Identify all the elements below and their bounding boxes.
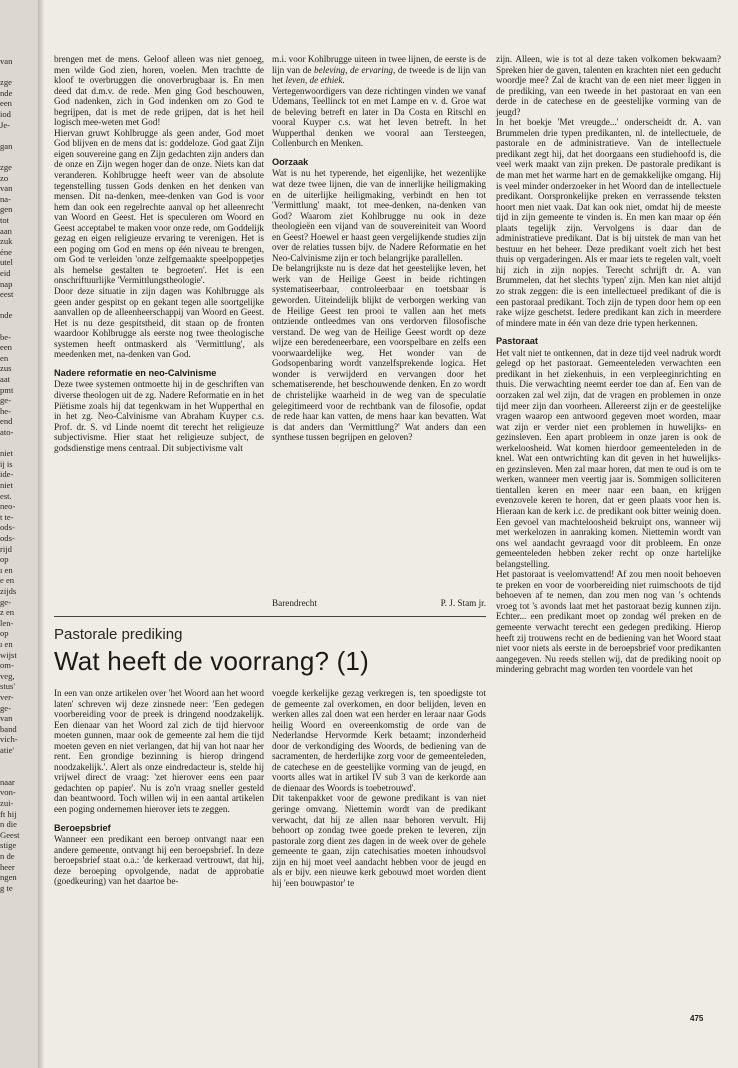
gutter-fragment: nde <box>0 87 13 98</box>
paragraph: In een van onze artikelen over 'het Woord aan het woord laten' schreven wij deze zinsnede neer: 'Een gedegen voorbereiding voor de preek is dringend noodzakelijk. Een dienaar van het Woord zal zich de tijd hiervoor moeten gunnen, maar ook de gemeente zal hem die tijd moeten geven en niet verlangen, dat hij van hot naar her rent. Een grondige bezinning is hierop dringend noodzakelijk.'. Alert als onze eindredacteur is, stelde hij vrijwel direct de vraag: 'zet hierover eens een paar gedachten op papier'. Nu is zo'n vraag sneller gesteld dan beantwoord. Toch willen wij in een aantal artikelen een poging ondernemen hierover iets te zeggen. <box>54 688 264 815</box>
paragraph: Het pastoraat is veelomvattend! Af zou men nooit behoeven te preken en voor de voorbereiding niet ruimschoots de tijd behoeven af te nemen, dan zou men nog van 's ochtends vroeg tot 's avonds laat met het pastoraat bezig kunnen zijn. Echter... een predikant moet op zondag wél preken en de gemeente verwacht terecht een gedegen prediking. Hierop heeft zij trouwens recht en de bediening van het Woord staat niet voor niets als eerste in de beroepsbrief voor predikanten aangegeven. Nu reeds stellen wij, dat de prediking nooit op mindering gebracht mag worden ten voordele van het <box>496 569 721 675</box>
signature-author: P. J. Stam jr. <box>440 598 486 608</box>
gutter-fragment: ods- <box>0 522 15 533</box>
emphasis: beleving, de ervaring <box>314 64 393 75</box>
text-run: . <box>342 75 345 86</box>
gutter-fragment: gan <box>0 140 13 151</box>
article2-column-3 <box>496 54 721 675</box>
paragraph: Deze twee systemen ontmoette hij in de geschriften van diverse theologen uit de zg. Nadere Reformatie en in het Piëtisme zoals hij dat tegenkwam in het Wupperthal en in het zg. Neo-Calvinisme van Abraham Kuyper c.s. Prof. dr. S. vd Linde noemt dit terecht het religieuze subjectivisme. Hier staat het religieuze subject, de godsdienstige mens centraal. Dit subjectivisme valt <box>54 379 264 453</box>
paragraph: Het valt niet te ontkennen, dat in deze tijd veel nadruk wordt gelegd op het pastoraat. Gemeenteleden verwachten een predikant in het ziekenhuis, in een verpleeginrichting en thuis. Die verwachting neemt eerder toe dan af. Een van de oorzaken zal wel zijn, dat de vragen en problemen in onze tijd meer zijn dan voorheen. Allereerst zijn er de geestelijke vragen waarop een antwoord gegeven moet worden, maar wat zijn er verder niet een problemen in huwelijks- en gezinsleven. Een apart probleem in onze jaren is ook de werkeloosheid. Wat komen hierdoor gemeenteleden in de knel. Wat een ontwrichting kan dit geven in het huwelijks- en gezinsleven. Men zal maar horen, dat men te oud is om te werken, wanneer men veertig jaar is. Sommigen solliciteren tientallen keren en meer naar een baan, en krijgen evenzovele keren te horen, dat er geen plaats voor hen is. Hieraan kan de kerk i.c. de predikant ook bitter weinig doen. Een gevoel van machteloosheid bekruipt ons, wanneer wij met werkelozen in aanraking komen. Niettemin wordt van ons wel aandacht gevraagd voor dit probleem. En onze gemeenteleden hebben zeker recht op onze hartelijke belangstelling. <box>496 347 721 569</box>
gutter-fragment: zuk <box>0 236 13 247</box>
paragraph: Wat is nu het typerende, het eigenlijke, het wezenlijke wat deze twee lijnen, die van de innerlijke heiligmaking en de uiterlijke heiligmaking, verbindt en hen tot 'Vermittlung' maakt, tot mee-denken, na-denken van God? Waarom ziet Kohlbrugge nu ook in deze theologieën een vijand van de souvereiniteit van Woord en Geest? Hoewel er haast geen vergelijkende studies zijn over de relaties tussen bijv. de Nadere Reformatie en het Neo-Calvinisme zijn er toch belangrijke parallellen. <box>272 168 486 263</box>
gutter-fragment: ı en <box>0 564 13 575</box>
gutter-fragment: naar <box>0 776 15 787</box>
gutter-fragment: zge <box>0 162 12 172</box>
paragraph: Wanneer een predikant een beroep ontvangt naar een andere gemeente, ontvangt hij een beroepsbrief. In deze beroepsbrief staat o.a.: 'de kerkeraad vertrouwt, dat hij, deze beroeping opvolgende, nadat de approbatie (goedkeuring) van het daartoe be- <box>54 834 264 887</box>
gutter-fragment: niet <box>0 480 13 490</box>
gutter-fragment: n die <box>0 819 17 830</box>
gutter-fragment: ver- <box>0 692 14 702</box>
magazine-page <box>44 0 738 1068</box>
gutter-fragment: z en <box>0 607 15 618</box>
gutter-fragment: van <box>0 713 13 724</box>
text-run: m.i. voor Kohlbrugge uiteen in twee lijnen, de eerste is de lijn van de <box>272 54 486 75</box>
section-divider <box>54 616 486 617</box>
gutter-fragment: wijst <box>0 649 17 660</box>
gutter-fragment: nde <box>0 310 13 321</box>
gutter-fragment: nap <box>0 278 13 289</box>
gutter-fragment: ij is <box>0 458 13 469</box>
text-run: , de tweede is de lijn van het <box>272 64 486 86</box>
gutter-fragment: atie' <box>0 745 14 755</box>
gutter-fragment: stus' <box>0 681 15 692</box>
gutter-fragment: Je- <box>0 119 11 130</box>
gutter-fragment: end <box>0 416 13 427</box>
gutter-fragment: est. <box>0 490 12 501</box>
gutter-fragment: zui- <box>0 798 14 808</box>
paragraph: Hiervan gruwt Kohlbrugge als geen ander, God moet God blijven en de mens dat is: goddeloze. God gaat Zijn eigen souvereine gang en Zijn gedachten zijn anders dan de onze en Zijn wegen hoger dan de onze. Niets kan dat veranderen. Kohlbrugge heeft weer van de absolute tegenstelling tussen Gods denken en het denken van mensen. Dit na-denken, mee-denken van God is voor hem dan ook een regelrechte aanval op het alleenrecht van Woord en Geest. Het is speculeren om Woord en Geest acceptabel te maken voor onze rede, om Goddelijk gezag en eigen religieuze ervaring te verenigen. Het is een poging om God en mens op één niveau te brengen, om God te verleiden 'onze zelfgemaakte speelpoppetjes als hemelse gestalten te begroeten'. Het is een onschriftuurlijke 'Vermittlungstheologie'. <box>54 127 264 286</box>
gutter-fragment: eid <box>0 268 11 278</box>
paragraph: zijn. Alleen, wie is tot al deze taken volkomen bekwaam? Spreken hier de gaven, talenten en krachten niet een geducht woordje mee? Zal de kracht van de een niet meer liggen in de prediking, van een tweede in het pastoraat en van een derde in de catechese en de geestelijke vorming van de jeugd? <box>496 54 721 117</box>
gutter-fragment: aat <box>0 374 11 384</box>
article-title: Wat heeft de voorrang? (1) <box>54 646 369 676</box>
gutter-fragment: na- <box>0 193 11 204</box>
subheading-nadere-reformatie: Nadere reformatie en neo-Calvinisme <box>54 367 217 378</box>
gutter-fragment: vich- <box>0 734 18 745</box>
gutter-fragment: aan <box>0 225 12 236</box>
gutter-fragment: ft hij <box>0 808 17 819</box>
gutter-fragment: pmt <box>0 384 14 395</box>
gutter-fragment: van <box>0 56 13 66</box>
article2-column-2 <box>272 688 486 888</box>
gutter-fragment: be- <box>0 331 11 342</box>
gutter-fragment: zo <box>0 172 9 183</box>
gutter-fragment: he- <box>0 405 11 416</box>
signature-line <box>272 598 486 608</box>
gutter-fragment: rijd <box>0 543 12 554</box>
gutter-fragment: eest <box>0 289 14 300</box>
gutter-fragment: ı en <box>0 639 13 649</box>
gutter-fragment: von- <box>0 787 16 798</box>
gutter-fragment: niet <box>0 448 13 459</box>
gutter-fragment: op <box>0 554 9 565</box>
gutter-fragment: op <box>0 628 9 639</box>
gutter-fragment: van <box>0 183 13 194</box>
gutter-fragment: e en <box>0 575 15 586</box>
gutter-fragment: en <box>0 352 9 363</box>
gutter-fragment: ods- <box>0 533 15 543</box>
gutter-fragment: heer <box>0 861 15 872</box>
paragraph: Vertegenwoordigers van deze richtingen vinden we vanaf Udemans, Teellinck tot en met Lampe en v. d. Groe wat de beleving betreft en later in Da Costa en Ritschl en vooral Kuyper c.s. wat het leven betreft. In het Wupperthal denken we vooral aan Tersteegen, Collenburch en Menken. <box>272 85 486 149</box>
paragraph: Dit takenpakket voor de gewone predikant is van niet geringe omvang. Niettemin wordt van de predikant verwacht, dat hij ze allen naar behoren vervult. Hij behoort op zondag twee goede preken te leveren, zijn pastorale zorg dient zes dagen in de week over de gehele gemeente te gaan, zijn catechisaties moeten inhoudsvol zijn en hij moet veel aandacht hebben voor de jeugd en als er bijv. een nieuwe kerk gebouwd moet worden dient hij 'een bouwpastor' te <box>272 793 486 888</box>
paragraph <box>272 54 486 86</box>
article2-column-1 <box>54 688 264 887</box>
gutter-fragment: ge- <box>0 702 11 713</box>
gutter-fragment: ge- <box>0 395 11 406</box>
gutter-fragment: een <box>0 342 12 353</box>
gutter-fragment: band <box>0 723 17 734</box>
previous-page-edge <box>0 0 40 1068</box>
gutter-fragment: Geest <box>0 829 20 840</box>
paragraph: voegde kerkelijke gezag verkregen is, ten spoedigste tot de gemeente zal overkomen, en door belijden, leven en werken alles zal doen wat een herder en leraar naar Gods heilig Woord en overeenkomstig de orde van de Nederlandse Hervormde Kerk betaamt; inzonderheid door de verkondiging des Woords, de bediening van de sacramenten, de herderlijke zorg voor de gemeenteleden, de catechese en de geestelijke vorming van de jeugd, en voorts alles wat in artikel IV sub 3 van de kerkorde aan de dienaar des Woords is toebetrouwd'. <box>272 688 486 793</box>
gutter-fragment: utel <box>0 257 13 268</box>
paragraph: De belangrijkste nu is deze dat het geestelijke leven, het werk van de Heilige Geest in beide richtingen systematiseerbaar, controleerbaar en toetsbaar is geworden. Uiteindelijk blijkt de verborgen werking van de Heilige Geest ten prooi te vallen aan het mets ontziende ontleedmes van ons verdorven filosofische verstand. De weg van de Heilige Geest wordt op deze wijze een beredeneerbare, een voorspelbare en zelfs een voorwaardelijke weg. Het wonder van de Godsopenbaring wordt vanzelfsprekende logica. Het wonder is verwijderd en vervangen door het schematiserende, het beschouwende denken. En zo wordt de christelijke waarheid in de weg van de speculatie gelegitimeerd voor de rechtbank van de filosofie, opdat de rede haar kan vatten, de mens haar kan bevatten. Wat is dat anders dan 'Vermittlung?' Wat anders dan een synthese tussen begrijpen en geloven? <box>272 263 486 443</box>
gutter-fragment: éne <box>0 246 12 257</box>
subheading-oorzaak: Oorzaak <box>272 156 309 167</box>
gutter-fragment: een <box>0 98 12 109</box>
gutter-fragment: om- <box>0 660 14 671</box>
gutter-fragment: zus <box>0 363 12 374</box>
paragraph: In het boekje 'Met vreugde...' onderscheidt dr. A. van Brummelen drie typen predikanten, nl. de intellectuele, de pastorale en de administratieve. Van de intellectuele predikant zegt hij, dat het doorgaans een studiehoofd is, die veel werk maakt van zijn preken. De pastorale predikant is de man met het warme hart en de gemakkelijke omgang. Hij is veel minder onderzoeker in het Woord dan de intellectuele predikant. Oorspronkelijke preken en verrassende teksten hoort men niet vaak. Dat kan ook niet, omdat hij de meeste tijd in zijn gemeente te vinden is. En men kan maar op één plaats tegelijk zijn. Vervolgens is daar dan de administratieve predikant. Dat is bij uitstek de man van het bestuur en het beheer. Deze predikant voelt zich het best thuis op vergaderingen. Als er maar iets te regelen valt, voelt hij zich in zijn nopjes. Terecht schrijft dr. A. van Brummelen, dat het slechts 'typen' zijn. Men kan niet altijd zo strak zeggen: die is een intellectueel predikant of die is een pastoraal predikant. Toch zijn de typen door hem op een rake wijze geschetst. Iedere predikant kan zich in meerdere of mindere mate in één van deze drie typen herkennen. <box>496 117 721 328</box>
gutter-fragment: iod <box>0 109 11 119</box>
gutter-fragment: ide- <box>0 469 14 480</box>
emphasis: leven, de ethiek <box>285 75 343 86</box>
article1-column-1 <box>54 54 264 453</box>
article-kicker: Pastorale prediking <box>54 626 183 643</box>
subheading-beroepsbrief: Beroepsbrief <box>54 822 111 833</box>
gutter-fragment: g te <box>0 882 13 893</box>
subheading-pastoraat: Pastoraat <box>496 336 538 347</box>
gutter-fragment: zijds <box>0 586 17 596</box>
paragraph: Door deze situatie in zijn dagen was Kohlbrugge als geen ander gespitst op en gekant tegen alle soortgelijke aanvallen op de alleenheerschappij van Woord en Geest. Het is nu deze gespitstheid, dit staan op de fronten waardoor Kohlbrugge als eerste nog twee theologische systemen heeft ontmaskerd als 'Vermittlung', als meedenken met, na-denken van God. <box>54 286 264 360</box>
gutter-fragment: tot <box>0 215 10 225</box>
gutter-fragment: ato- <box>0 427 14 437</box>
gutter-fragment: len- <box>0 617 14 628</box>
gutter-fragment: ge- <box>0 596 11 607</box>
paragraph: brengen met de mens. Geloof alleen was niet genoeg, men wilde God zien, horen, voelen. Men trachtte de kloof te overbruggen die onoverbrugbaar is. En men deed dat d.m.v. de rede. Men ging God beschouwen, God nadenken, zich in God indenken om zo God te begrijpen, dat is met de rede grijpen, dat is het heil logisch mee-weten met God! <box>54 54 264 128</box>
gutter-fragment: ngen <box>0 872 17 883</box>
gutter-fragment: stige <box>0 840 17 851</box>
gutter-fragment: n de <box>0 851 15 861</box>
gutter-fragment: zge <box>0 77 12 88</box>
gutter-fragment: neo- <box>0 501 16 512</box>
gutter-fragment: gen <box>0 204 13 215</box>
gutter-fragment: veg, <box>0 670 15 681</box>
article1-column-2 <box>272 54 486 443</box>
page-number: 475 <box>690 1014 704 1023</box>
gutter-fragment: t te- <box>0 511 14 522</box>
signature-place: Barendrecht <box>272 598 317 608</box>
